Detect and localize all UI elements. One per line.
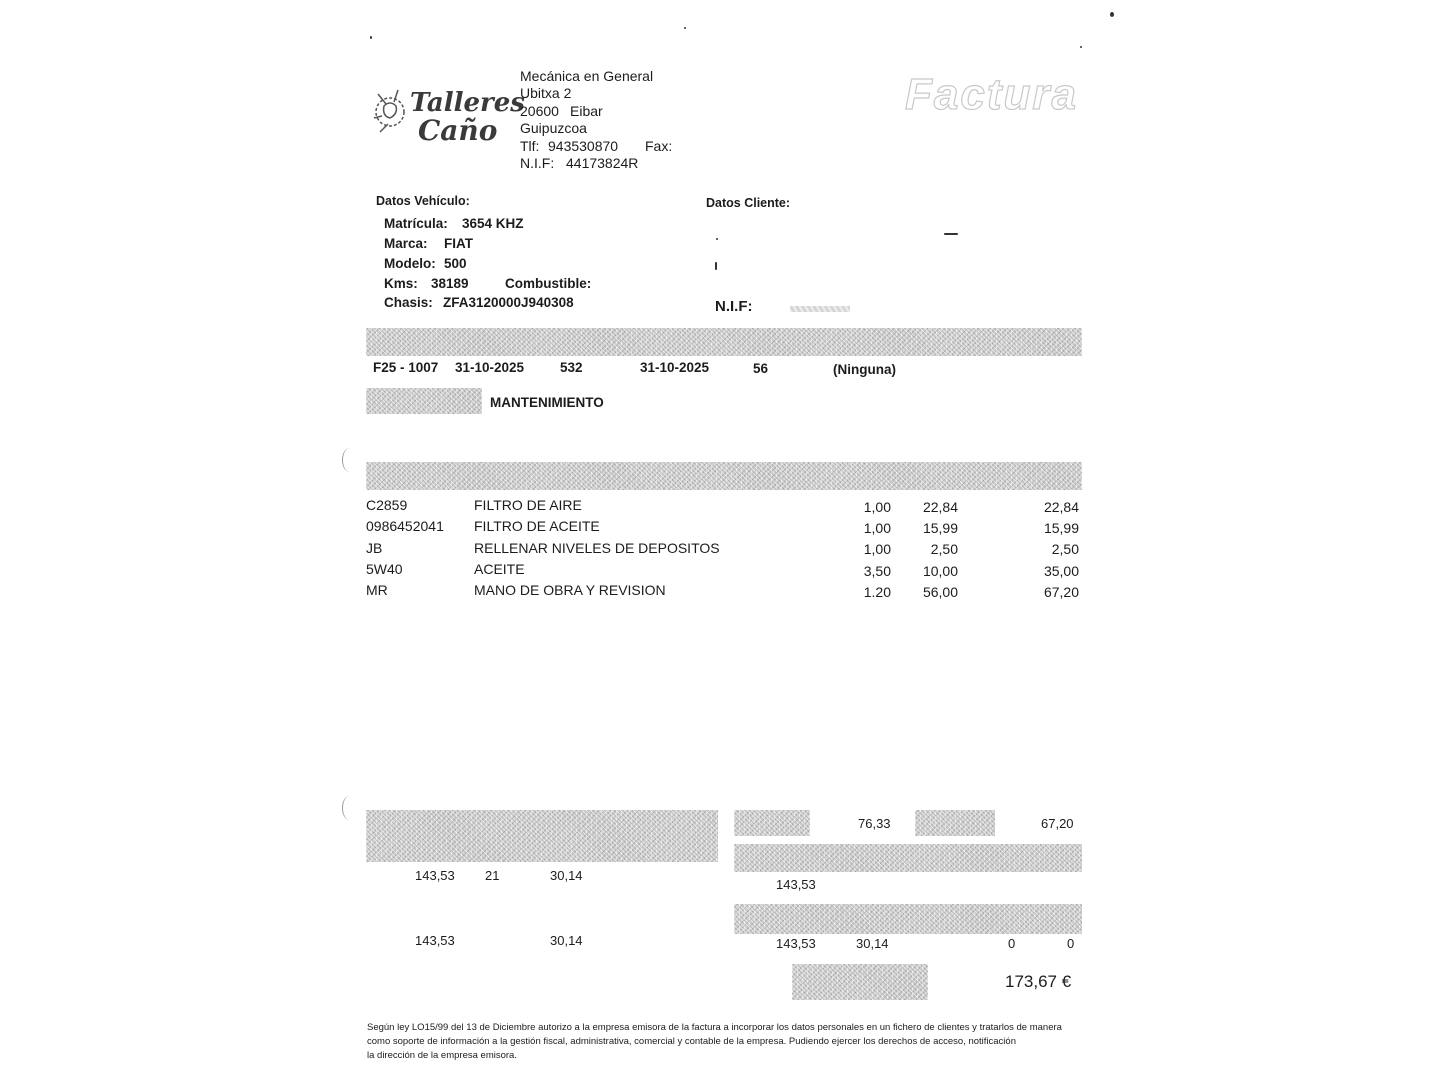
line-amount: 22,84: [1043, 499, 1079, 515]
tax-rate: 21: [485, 868, 500, 883]
line-price: 2,50: [930, 541, 958, 557]
line-code: 0986452041: [366, 518, 444, 534]
company-city: Eibar: [570, 103, 603, 119]
legal-notice-line1: Según ley LO15/99 del 13 de Diciembre autorizo a la empresa emisora de la factura a incorporar los datos personales en un fichero de clientes y tratarlos de manera: [367, 1022, 1062, 1033]
document-title: Factura: [905, 70, 1078, 119]
invoice-date: 31-10-2025: [455, 360, 525, 375]
totals-base: 143,53: [776, 936, 816, 951]
model-label: Modelo:: [384, 256, 436, 271]
wrench-icon: [368, 82, 416, 146]
fuel-label: Combustible:: [505, 276, 592, 291]
scan-speck: [715, 262, 717, 270]
sum-base: 143,53: [415, 933, 455, 948]
tax-summary-header: [366, 810, 718, 862]
line-code: 5W40: [366, 561, 403, 577]
line-description: MANO DE OBRA Y REVISION: [474, 582, 666, 598]
line-qty: 1,00: [863, 541, 891, 557]
sum-tax: 30,14: [550, 933, 583, 948]
scan-speck: [716, 238, 718, 240]
tax-amount: 30,14: [550, 868, 583, 883]
plate-value: 3654 KHZ: [462, 216, 524, 231]
scan-speck: [1080, 46, 1082, 48]
company-street: Ubitxa 2: [520, 85, 572, 101]
company-activity: Mecánica en General: [520, 68, 654, 84]
punch-mark: [342, 448, 357, 472]
legal-notice-line2: como soporte de información a la gestión fiscal, administrativa, comercial y contable de la empresa. Pudiendo ejercer los derechos de acceso, notificación: [367, 1036, 1016, 1047]
company-postal-code: 20600: [520, 103, 559, 119]
scan-speck: [684, 27, 686, 29]
line-code: C2859: [366, 497, 408, 513]
chassis-label: Chasis:: [384, 295, 433, 310]
line-amount: 35,00: [1043, 563, 1079, 579]
company-phone: 943530870: [548, 138, 619, 154]
logo-text-talleres: Talleres: [410, 88, 525, 118]
line-price: 22,84: [922, 499, 958, 515]
scan-speck: [370, 36, 372, 39]
invoice-number: F25 - 1007: [373, 360, 439, 375]
totals-zero-2: 0: [1067, 936, 1075, 951]
logo-text-cano: Caño: [418, 114, 498, 147]
labour-total: 67,20: [1041, 816, 1074, 831]
subtotal-base: 143,53: [776, 877, 816, 892]
line-price: 10,00: [922, 563, 958, 579]
grand-total-label-bar: [792, 964, 928, 1000]
totals-header-bar: [734, 904, 1082, 934]
client-nif-label: N.I.F:: [715, 298, 753, 315]
line-qty: 1,00: [863, 520, 891, 536]
company-phone-label: Tlf:: [520, 138, 540, 154]
line-amount: 2,50: [1051, 541, 1079, 557]
lines-header-bar: [366, 462, 1082, 490]
invoice-header-bar: [366, 328, 1082, 356]
line-code: MR: [366, 582, 388, 598]
grand-total: 173,67 €: [1005, 972, 1072, 991]
legal-notice-line3: la dirección de la empresa emisora.: [367, 1050, 517, 1061]
line-price: 15,99: [922, 520, 958, 536]
tax-base: 143,53: [415, 868, 455, 883]
line-amount: 67,20: [1043, 584, 1079, 600]
vehicle-section-label: Datos Vehículo:: [376, 194, 470, 208]
scan-speck: [1110, 12, 1114, 17]
client-section-label: Datos Cliente:: [706, 196, 791, 210]
subtotal-header-bar: [734, 844, 1082, 872]
redacted-client-nif: [790, 306, 850, 312]
kms-label: Kms:: [384, 276, 418, 291]
line-description: RELLENAR NIVELES DE DEPOSITOS: [474, 540, 720, 556]
line-code: JB: [366, 540, 383, 556]
parts-label-bar: [734, 810, 810, 836]
line-description: FILTRO DE AIRE: [474, 497, 582, 513]
company-nif-label: N.I.F:: [520, 155, 555, 171]
invoice-date2: 31-10-2025: [640, 360, 710, 375]
punch-mark: [342, 796, 357, 820]
chassis-value: ZFA3120000J940308: [443, 295, 574, 310]
invoice-concept: MANTENIMIENTO: [490, 395, 604, 410]
invoice-code: 532: [560, 360, 583, 375]
company-nif: 44173824R: [566, 155, 639, 171]
brand-label: Marca:: [384, 236, 428, 251]
invoice-ref: 56: [753, 361, 769, 376]
concept-label-bar: [366, 388, 482, 414]
line-qty: 1.20: [863, 584, 891, 600]
labour-label-bar: [915, 810, 995, 836]
kms-value: 38189: [431, 276, 469, 291]
company-fax-label: Fax:: [645, 138, 673, 154]
line-description: FILTRO DE ACEITE: [474, 518, 600, 534]
invoice-extra: (Ninguna): [833, 362, 896, 377]
line-qty: 1,00: [863, 499, 891, 515]
totals-zero-1: 0: [1008, 936, 1016, 951]
scan-speck: [944, 233, 958, 235]
totals-tax: 30,14: [856, 936, 889, 951]
brand-value: FIAT: [444, 236, 473, 251]
line-price: 56,00: [922, 584, 958, 600]
company-province: Guipuzcoa: [520, 120, 587, 136]
line-description: ACEITE: [474, 561, 525, 577]
line-amount: 15,99: [1043, 520, 1079, 536]
parts-total: 76,33: [858, 816, 891, 831]
line-qty: 3,50: [863, 563, 891, 579]
model-value: 500: [444, 256, 467, 271]
plate-label: Matrícula:: [384, 216, 448, 231]
